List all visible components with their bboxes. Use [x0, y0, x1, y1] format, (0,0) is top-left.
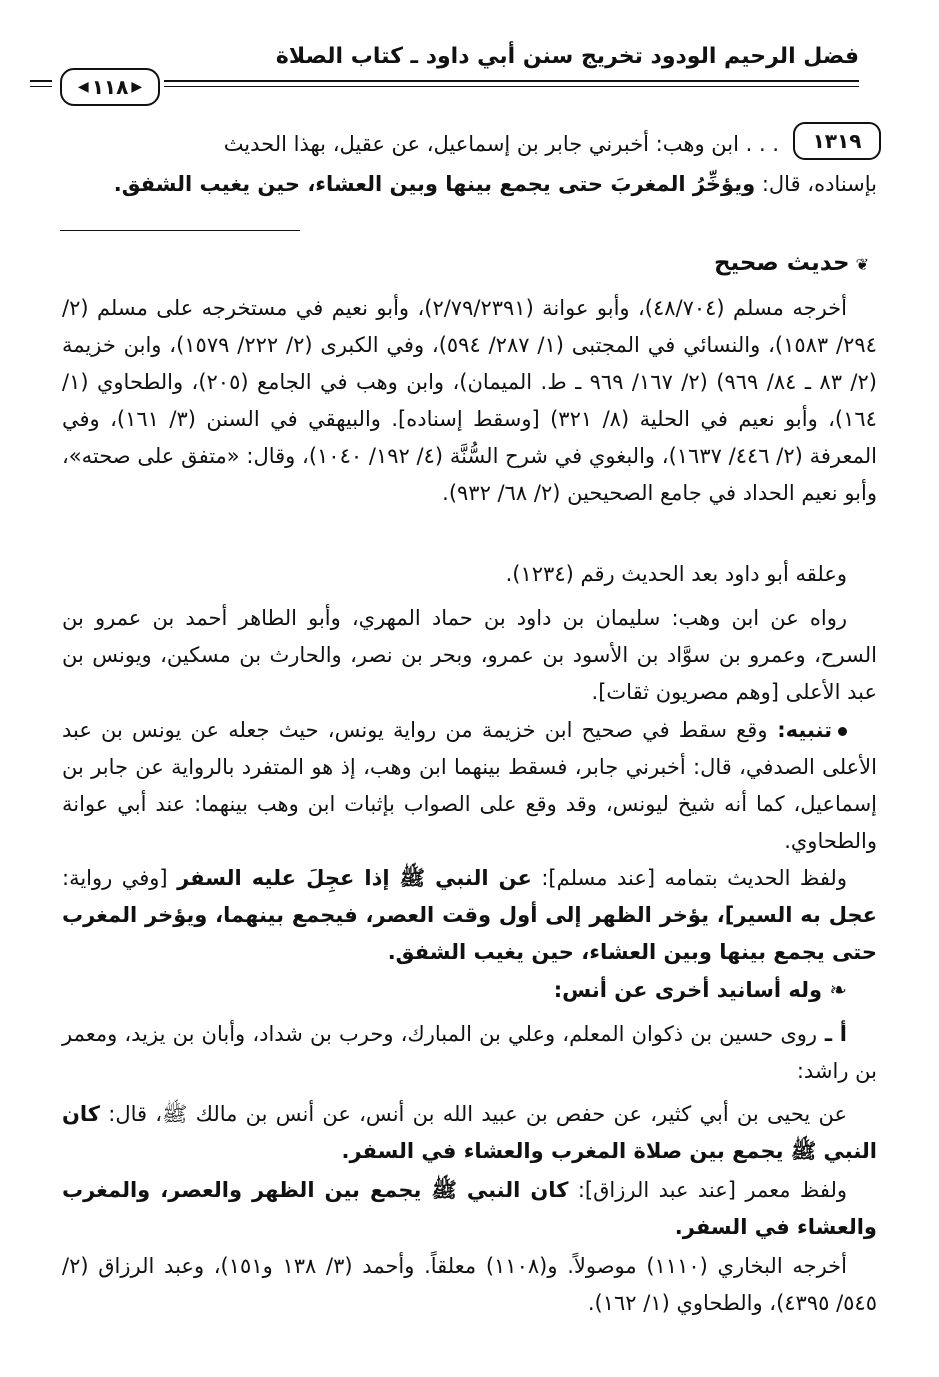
wording-bold-2: عجل به السير]، يؤخر الظهر إلى أول وقت العصر، فيجمع بينهما، ويؤخر المغرب حتى يجمع بينها وبين العشاء، حين يغيب الشفق.: [62, 903, 877, 964]
note-text: وقع سقط في صحيح ابن خزيمة من رواية يونس، حيث جعله عن يونس بن عبد الأعلى الصدفي، قال: أخبرني جابر، فسقط بينهما ابن وهب، إذ هو المتفرد بالرواية عن جابر بن إسماعيل، كما أنه شيخ ليونس، وقد وقع على الصواب بإثبات ابن وهب بينهما: عند أبي عوانة والطحاوي.: [62, 718, 877, 853]
mamar-intro: ولفظ معمر [عند عبد الرزاق]:: [568, 1178, 847, 1202]
hadith-number-badge: [793, 122, 881, 160]
hadith-matn: ويؤخِّرُ المغربَ حتى يجمع بينها وبين العشاء، حين يغيب الشفق.: [113, 172, 756, 196]
paragraph-bukhari: أخرجه البخاري (١١١٠) موصولاً. و(١١٠٨) معلقاً. وأحمد (٣/ ١٣٨ و١٥١)، وعبد الرزاق (٢/ ٥٤٥/ ٤٣٩٥)، والطحاوي (١/ ١٦٢).: [62, 1254, 877, 1315]
chain-a-text: روى حسين بن ذكوان المعلم، وعلي بن المبارك، وحرب بن شداد، وأبان بن يزيد، ومعمر بن راشد:: [62, 1022, 877, 1083]
paragraph-takhrij: أخرجه مسلم (٤٨/٧٠٤)، وأبو عوانة (٢/٧٩/٢٣٩١)، وأبو نعيم في مستخرجه على مسلم (٢/ ٢٩٤/ ١٥٨٣)، والنسائي في المجتبى (١/ ٢٨٧/ ٥٩٤)، وفي الكبرى (٢/ ٢٢٢/ ١٥٧٩)، وابن خزيمة (٢/ ٨٣ ـ ٨٤/ ٩٦٩) (٢/ ١٦٧/ ٩٦٩ ـ ط. الميمان)، وابن وهب في الجامع (٢٠٥)، والطحاوي (١/ ١٦٤)، وأبو نعيم في الحلية (٨/ ٣٢١) [وسقط إسناده]. والبيهقي في السنن (٣/ ١٦١)، وفي المعرفة (٢/ ٤٤٦/ ١٦٣٧)، والبغوي في شرح السُّنَّة (٤/ ١٩٢/ ١٠٤٠)، وقال: «متفق على صحته»، وأبو نعيم الحداد في جامع الصحيحين (٢/ ٦٨/ ٩٣٢).: [62, 296, 877, 505]
bullet-icon: [838, 727, 847, 736]
mamar-matn: كان النبي ﷺ يجمع بين الظهر والعصر، والمغرب والعشاء في السفر.: [62, 1178, 877, 1239]
paragraph-chain-a: [62, 1016, 877, 1090]
wording-plain-2: [وفي رواية:: [62, 866, 178, 890]
chain-a-matn-plain: عن يحيى بن أبي كثير، عن حفص بن عبيد الله بن أنس، عن أنس بن مالك ﷺ، قال:: [100, 1102, 847, 1126]
note-label: تنبيه:: [767, 718, 833, 742]
hadith-line-2: [62, 166, 877, 203]
paragraph-full-wording: [62, 860, 877, 971]
paragraph-narrators: رواه عن ابن وهب: سليمان بن داود بن حماد المهري، وأبو الطاهر أحمد بن عمرو بن السرح، وعمرو بن سوَّاد بن الأسود بن عمرو، وبحر بن نصر، والحارث بن مسكين، ويونس بن عبد الأعلى [وهم مصريون ثقات].: [62, 606, 877, 704]
running-header: فضل الرحيم الودود تخريج سنن أبي داود ـ كتاب الصلاة: [275, 44, 859, 69]
chain-a-matn-bold: كان النبي ﷺ يجمع بين صلاة المغرب والعشاء في السفر.: [62, 1102, 877, 1163]
section-title: حديث صحيح: [713, 250, 850, 276]
wording-intro: ولفظ الحديث بتمامه [عند مسلم]:: [531, 866, 847, 890]
paragraph-mamar: [62, 1172, 877, 1246]
paragraph-other-chains: [62, 972, 877, 1009]
hadith-number: ١٣١٩: [812, 129, 862, 153]
chain-a-label: أ ـ: [817, 1022, 847, 1046]
paragraph-note: [62, 712, 877, 860]
wording-bold-1: عن النبي ﷺ إذا عجِلَ عليه السفر: [177, 866, 532, 890]
paragraph-ta-liq: وعلقه أبو داود بعد الحديث رقم (١٢٣٤).: [505, 562, 847, 586]
page-number: ١١٨: [91, 75, 129, 99]
hadith-line-1: . . . ابن وهب: أخبرني جابر بن إسماعيل، عن عقيل، بهذا الحديث: [223, 132, 779, 156]
left-arrow-icon: ◀: [77, 79, 89, 95]
leaf-icon: ❧: [822, 978, 847, 1002]
hadith-line-2-plain: بإسناده، قال:: [755, 172, 877, 196]
section-heading: [714, 250, 869, 276]
right-arrow-icon: ▶: [131, 79, 143, 95]
leaf-icon: ❦: [855, 255, 869, 274]
paragraph-chain-a-matn: [62, 1096, 877, 1170]
other-chains-text: وله أسانيد أخرى عن أنس:: [553, 978, 823, 1002]
separator-rule: [60, 230, 300, 231]
page-number-badge: [60, 68, 160, 106]
